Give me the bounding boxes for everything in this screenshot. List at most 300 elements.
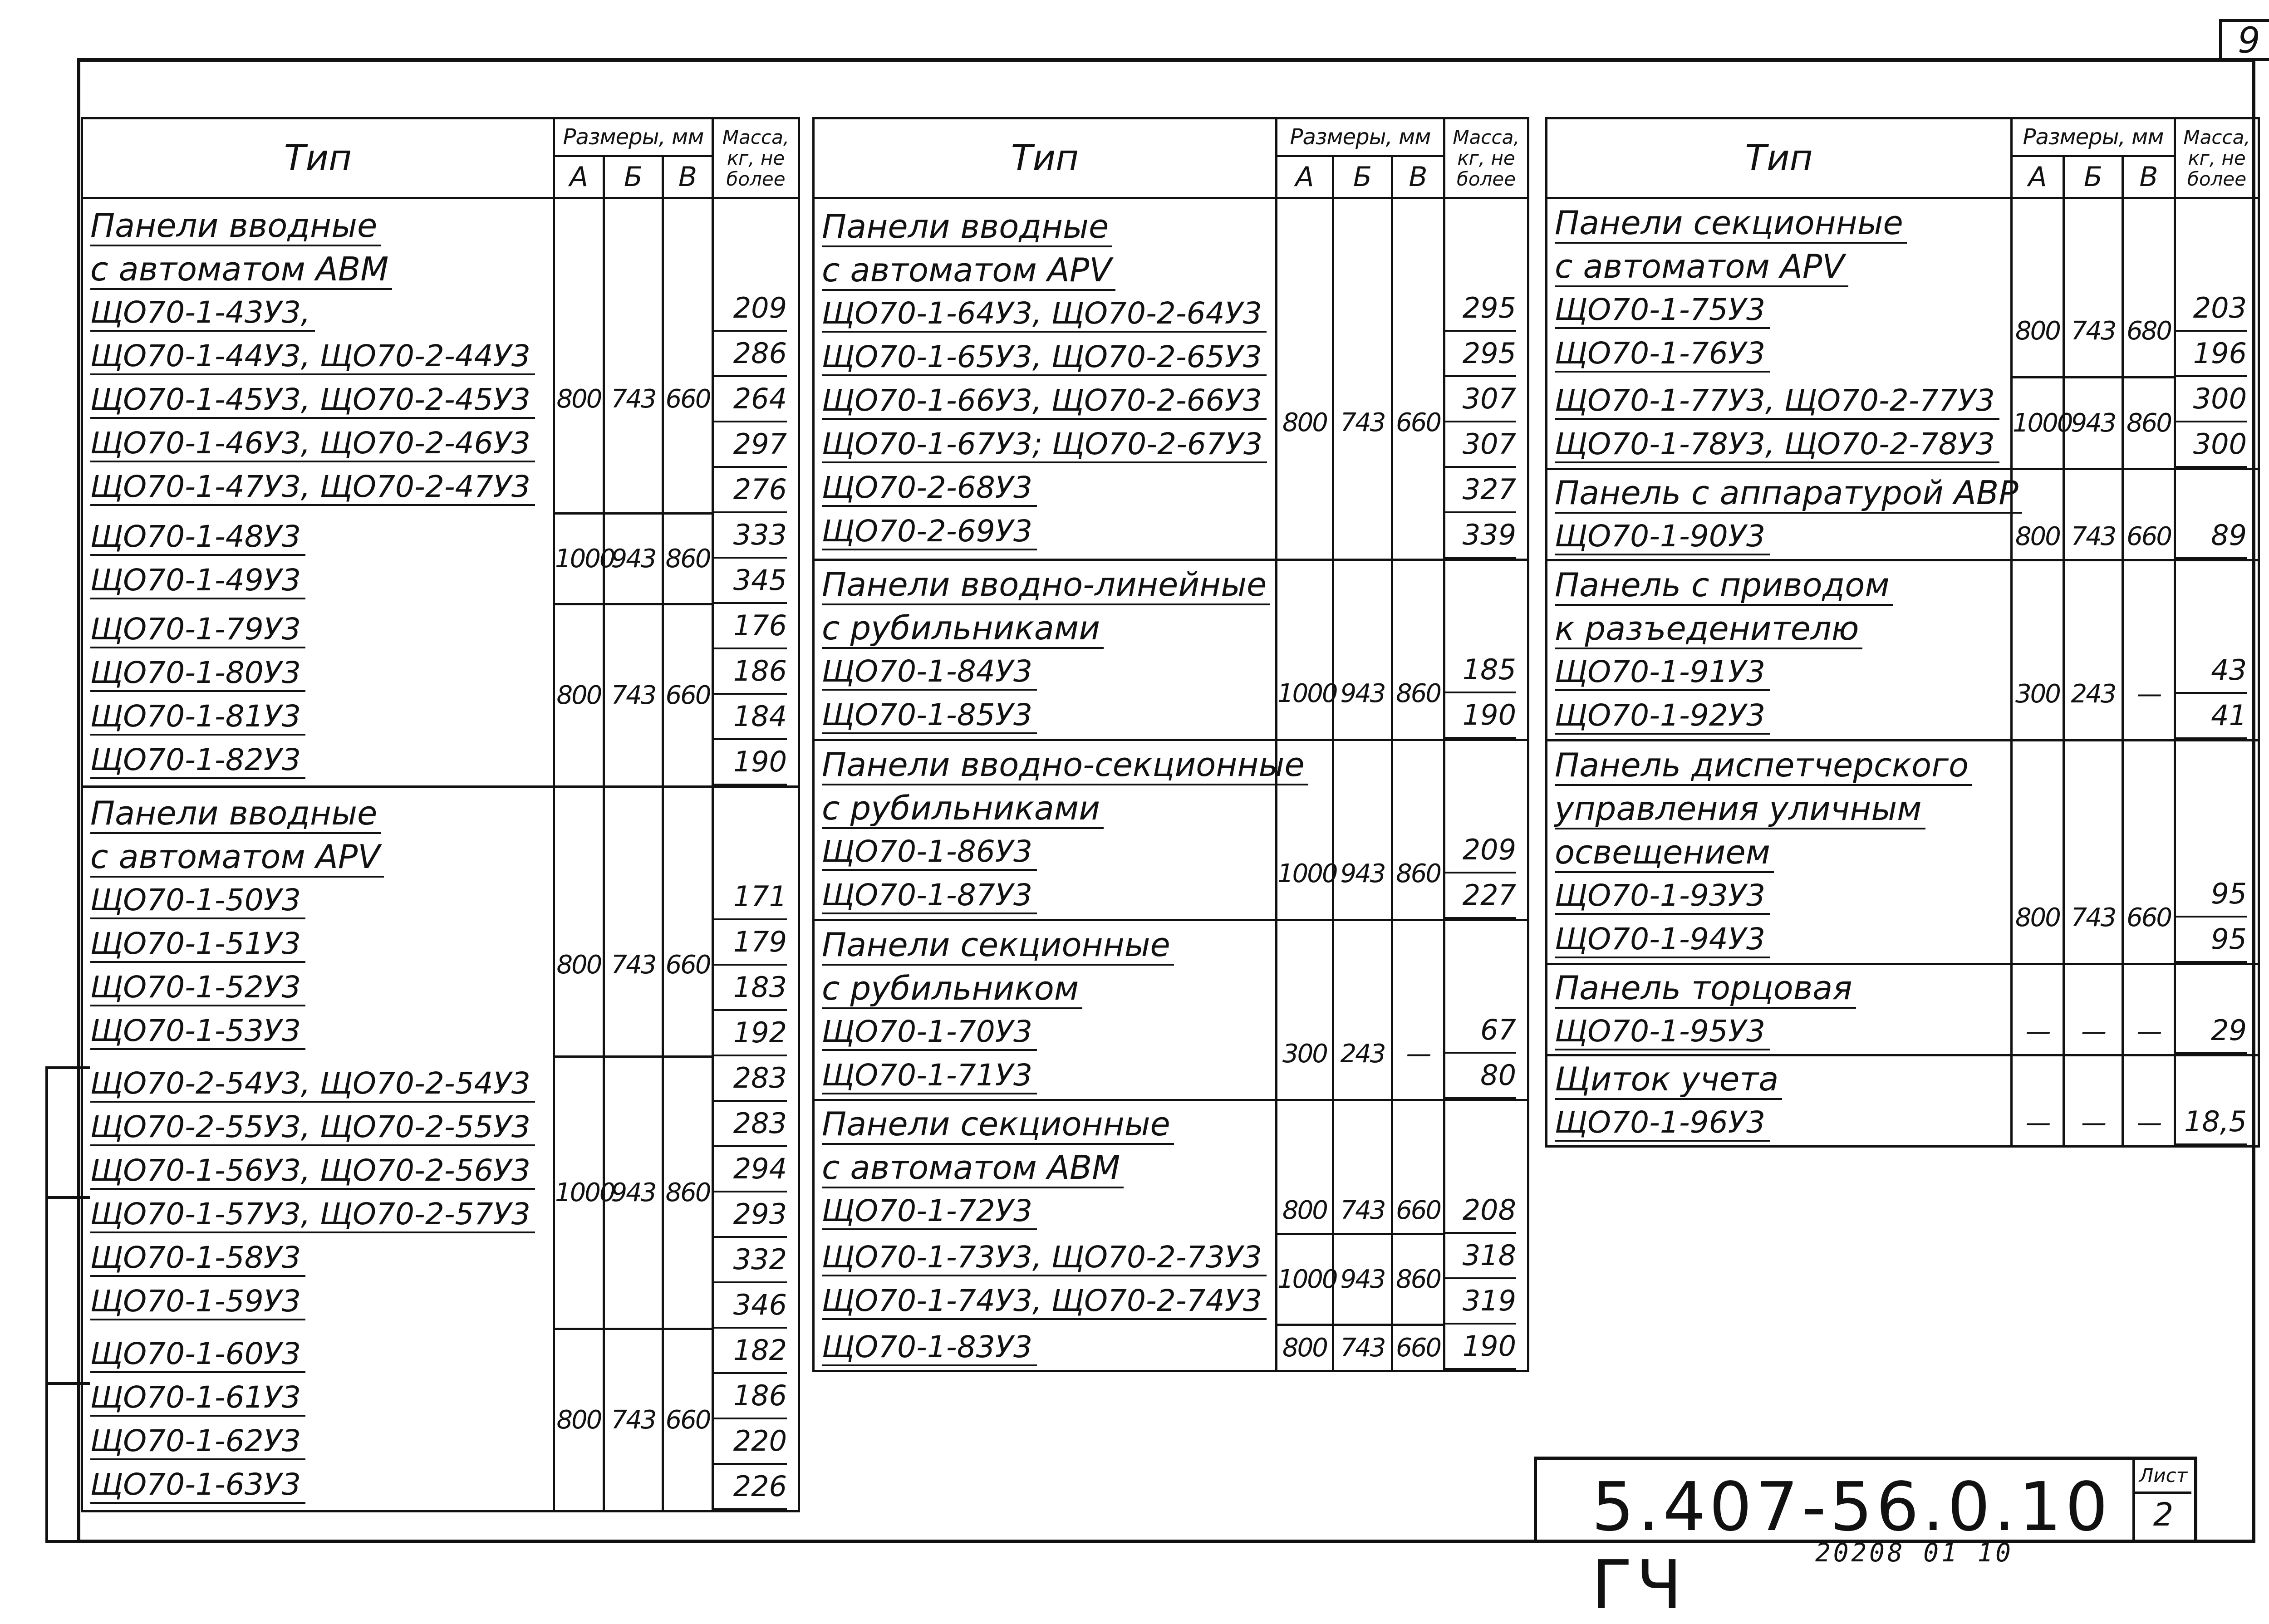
type-line [822, 1236, 1275, 1279]
mass-value: 196 [2176, 332, 2247, 377]
group-title-text: Панели вводные [90, 206, 381, 246]
type-code: ЩО70-1-70У3 [822, 1014, 1037, 1051]
type-code: ЩО70-1-48У3 [90, 519, 305, 556]
type-code: ЩО70-1-74У3, ЩО70-2-74У3 [822, 1283, 1267, 1320]
type-cell [814, 1100, 1277, 1234]
group-title-line [822, 606, 1275, 650]
mass-spacer [714, 788, 787, 831]
type-code: ЩО70-1-96У3 [1555, 1105, 1770, 1142]
dim-b: 943 [604, 513, 663, 604]
sheet-number: 2 [2153, 1496, 2174, 1533]
type-line [1555, 332, 2010, 375]
group-title-line [822, 205, 1275, 248]
table-row-group [82, 1056, 799, 1329]
type-code: ЩО70-1-44У3, ЩО70-2-44У3 [90, 339, 535, 375]
dim-a: 800 [1277, 1325, 1333, 1371]
table-row-group [814, 198, 1528, 560]
dim-a: 1000 [1277, 1234, 1333, 1325]
dim-a: 800 [2012, 741, 2064, 964]
group-title-text: с автоматом АВМ [822, 1148, 1124, 1188]
group-title-text: Панель диспетчерского [1555, 746, 1972, 786]
mass-value: 185 [1445, 648, 1516, 693]
dim-v: 660 [1392, 198, 1444, 560]
mass-value: 220 [714, 1419, 787, 1465]
table-row-group [82, 787, 799, 1057]
mass-spacer [2176, 199, 2247, 243]
header-mass: Масса, кг, не более [713, 118, 799, 198]
type-cell [1547, 964, 2012, 1055]
mass-value: 319 [1445, 1279, 1516, 1325]
type-code: ЩО70-1-67У3; ЩО70-2-67У3 [822, 427, 1267, 463]
mass-cell [1444, 198, 1528, 560]
type-code: ЩО70-1-72У3 [822, 1193, 1037, 1230]
type-line [90, 695, 553, 738]
mass-value: 209 [1445, 828, 1516, 873]
type-code: ЩО70-2-69У3 [822, 514, 1037, 550]
mass-value: 286 [714, 332, 787, 377]
type-line [822, 830, 1275, 873]
type-line [822, 379, 1275, 422]
group-title-line [1555, 743, 2010, 787]
dim-b: 943 [1333, 1234, 1392, 1325]
type-line [90, 1149, 553, 1192]
group-title-line [1555, 245, 2010, 288]
mass-value: 346 [714, 1283, 787, 1329]
header-type: Тип [1547, 118, 2012, 198]
group-title-line [1555, 787, 2010, 830]
mass-value: 186 [714, 649, 787, 695]
mass-cell [1444, 1325, 1528, 1371]
type-cell [814, 1234, 1277, 1325]
type-code: ЩО70-1-93У3 [1555, 878, 1770, 915]
sheet-box [2132, 1460, 2194, 1540]
mass-spacer [2176, 243, 2247, 286]
group-title-line [822, 1102, 1275, 1146]
spec-table [81, 117, 800, 1512]
mass-cell [713, 513, 799, 604]
dim-a: 1000 [554, 1056, 604, 1329]
mass-cell [2175, 469, 2259, 560]
mass-spacer [714, 199, 787, 243]
type-code: ЩО70-1-60У3 [90, 1336, 305, 1373]
type-line [90, 334, 553, 378]
group-title-text: Панели секционные [822, 1105, 1174, 1145]
mass-value: 190 [1445, 1325, 1516, 1370]
mass-value: 307 [1445, 377, 1516, 422]
header-dimensions: Размеры, мм [1277, 118, 1444, 156]
type-code: ЩО70-1-66У3, ЩО70-2-66У3 [822, 383, 1267, 420]
type-cell [814, 560, 1277, 740]
mass-value: 293 [714, 1192, 787, 1238]
mass-spacer [1445, 921, 1516, 965]
type-line [1555, 515, 2010, 558]
mass-value: 318 [1445, 1234, 1516, 1279]
table-row-group [1547, 741, 2259, 964]
group-title-line [822, 248, 1275, 292]
mass-cell [1444, 560, 1528, 740]
type-code: ЩО70-1-83У3 [822, 1330, 1037, 1366]
mass-value: 171 [714, 875, 787, 920]
group-title-text: с рубильником [822, 969, 1082, 1009]
mass-value: 183 [714, 966, 787, 1011]
type-line [90, 608, 553, 651]
type-code: ЩО70-1-45У3, ЩО70-2-45У3 [90, 382, 535, 419]
dim-b: 743 [2064, 198, 2123, 378]
dim-b: 743 [604, 198, 663, 514]
type-code: ЩО70-2-55У3, ЩО70-2-55У3 [90, 1109, 535, 1146]
table-row-group [814, 740, 1528, 920]
type-code: ЩО70-1-61У3 [90, 1380, 305, 1417]
type-code: ЩО70-1-58У3 [90, 1240, 305, 1277]
type-cell [82, 604, 554, 787]
group-title-text: Панели секционные [1555, 204, 1907, 244]
type-line [822, 1325, 1275, 1369]
type-line [90, 878, 553, 922]
mass-spacer [1445, 243, 1516, 286]
dim-a: 1000 [1277, 740, 1333, 920]
type-cell [814, 1325, 1277, 1371]
type-cell [1547, 198, 2012, 378]
dim-v: 860 [1392, 560, 1444, 740]
group-title-text: с рубильниками [822, 789, 1104, 829]
type-line [1555, 422, 2010, 466]
table-1 [81, 117, 800, 1512]
type-line [822, 510, 1275, 553]
group-title-text: с автоматом АВМ [90, 250, 392, 290]
type-code: ЩО70-1-59У3 [90, 1284, 305, 1320]
type-code: ЩО70-1-51У3 [90, 926, 305, 963]
type-code: ЩО70-1-46У3, ЩО70-2-46У3 [90, 426, 535, 462]
table-row-group [814, 560, 1528, 740]
group-title-line [90, 204, 553, 247]
mass-value: 297 [714, 422, 787, 468]
dim-v: 860 [663, 513, 713, 604]
type-code: ЩО70-1-86У3 [822, 834, 1037, 871]
type-code: ЩО70-1-53У3 [90, 1013, 305, 1050]
type-line [90, 922, 553, 966]
mass-spacer [1445, 1145, 1516, 1188]
page-number: 9 [2219, 19, 2269, 61]
table-row-group [82, 513, 799, 604]
mass-spacer [2176, 1056, 2247, 1100]
mass-cell [713, 198, 799, 514]
type-cell [1547, 469, 2019, 560]
group-title-text: Щиток учета [1555, 1060, 1782, 1100]
type-code: ЩО70-1-77У3, ЩО70-2-77У3 [1555, 383, 1999, 420]
dim-a: 1000 [554, 513, 604, 604]
dim-v: — [2123, 560, 2175, 741]
type-line [90, 378, 553, 422]
mass-cell [713, 604, 799, 787]
type-line [822, 335, 1275, 379]
mass-spacer [1445, 965, 1516, 1008]
type-line [822, 693, 1275, 737]
type-line [822, 1279, 1275, 1323]
mass-spacer [2176, 965, 2247, 1009]
group-title-line [1555, 563, 2010, 607]
mass-value: 295 [1445, 332, 1516, 377]
type-line [90, 291, 553, 334]
dim-b: 943 [2064, 377, 2123, 469]
type-cell [814, 740, 1305, 920]
type-code: ЩО70-1-75У3 [1555, 292, 1770, 329]
type-cell [814, 920, 1277, 1100]
mass-value: 294 [714, 1147, 787, 1192]
dim-a: 1000 [1277, 560, 1333, 740]
mass-cell [1444, 920, 1528, 1100]
dim-v: 660 [663, 1329, 713, 1511]
mass-value: 192 [714, 1011, 787, 1056]
mass-spacer [2176, 785, 2247, 829]
mass-value: 41 [2176, 694, 2247, 739]
dim-a: 1000 [2012, 377, 2064, 469]
group-title-line [822, 1146, 1275, 1189]
group-title-text: к разъеденителю [1555, 609, 1862, 649]
dim-v: — [2123, 964, 2175, 1055]
dim-a: — [2012, 964, 2064, 1055]
type-line [1555, 288, 2010, 332]
dim-b: 743 [604, 604, 663, 787]
group-title-text: освещением [1555, 833, 1774, 873]
header-dimensions: Размеры, мм [554, 118, 713, 156]
type-line [822, 650, 1275, 693]
mass-cell [713, 1056, 799, 1329]
type-line [90, 422, 553, 465]
type-line [1555, 1010, 2010, 1053]
type-code: ЩО70-1-87У3 [822, 878, 1037, 914]
group-title-text: с автоматом АРV [1555, 247, 1848, 287]
mass-value: 80 [1445, 1054, 1516, 1099]
type-code: ЩО70-1-95У3 [1555, 1014, 1770, 1050]
group-title-line [822, 967, 1275, 1010]
type-code: ЩО70-1-52У3 [90, 970, 305, 1006]
mass-value: 226 [714, 1465, 787, 1510]
dim-b: 743 [604, 787, 663, 1057]
dim-v: 660 [2123, 741, 2175, 964]
type-line [90, 1376, 553, 1419]
dim-a: — [2012, 1055, 2064, 1147]
header-dim-b: Б [1333, 156, 1392, 198]
type-code: ЩО70-1-94У3 [1555, 922, 1770, 958]
mass-cell [2175, 377, 2259, 469]
group-title-line [1555, 607, 2010, 650]
type-line [822, 292, 1275, 335]
mass-spacer [714, 831, 787, 875]
table-row-group [1547, 377, 2259, 469]
spec-table [1545, 117, 2260, 1148]
type-line [1555, 917, 2010, 961]
header-dim-b: Б [2064, 156, 2123, 198]
dim-a: 800 [1277, 198, 1333, 560]
dim-v: 680 [2123, 198, 2175, 378]
dim-a: 800 [554, 1329, 604, 1511]
type-line [90, 1009, 553, 1053]
table-row-group [814, 1234, 1528, 1325]
mass-cell [713, 1329, 799, 1511]
mass-value: 327 [1445, 468, 1516, 513]
type-line [822, 466, 1275, 510]
mass-value: 209 [714, 286, 787, 332]
group-title-line [822, 743, 1305, 786]
type-cell [82, 513, 554, 604]
type-code: ЩО70-1-50У3 [90, 883, 305, 919]
mass-value: 95 [2176, 872, 2247, 917]
type-code: ЩО70-1-91У3 [1555, 654, 1770, 691]
type-code: ЩО70-1-76У3 [1555, 336, 1770, 373]
table-row-group [1547, 964, 2259, 1055]
type-code: ЩО70-1-84У3 [822, 654, 1037, 691]
type-line [90, 1419, 553, 1463]
mass-value: 95 [2176, 917, 2247, 963]
dim-v: 660 [1392, 1100, 1444, 1234]
type-code: ЩО70-1-63У3 [90, 1467, 305, 1504]
type-code: ЩО70-2-68У3 [822, 470, 1037, 507]
mass-spacer [1445, 785, 1516, 828]
dim-v: 860 [1392, 1234, 1444, 1325]
type-cell [1547, 560, 2012, 741]
group-title-line [1555, 1057, 2010, 1101]
table-row-group [82, 604, 799, 787]
table-row-group [814, 1325, 1528, 1371]
mass-value: 203 [2176, 286, 2247, 332]
dim-a: 800 [2012, 469, 2064, 560]
mass-spacer [2176, 470, 2247, 514]
header-dim-a: А [2012, 156, 2064, 198]
group-title-text: управления уличным [1555, 790, 1925, 829]
type-cell [82, 1329, 554, 1511]
table-row-group [814, 920, 1528, 1100]
type-code: ЩО70-1-79У3 [90, 612, 305, 648]
type-line [90, 966, 553, 1009]
type-code: ЩО70-1-64У3, ЩО70-2-64У3 [822, 296, 1267, 333]
mass-value: 333 [714, 513, 787, 559]
group-title-line [1555, 830, 2010, 874]
dim-a: 300 [1277, 920, 1333, 1100]
mass-value: 182 [714, 1329, 787, 1374]
group-title-line [90, 247, 553, 291]
type-code: ЩО70-1-78У3, ЩО70-2-78У3 [1555, 427, 1999, 463]
dim-a: 800 [554, 787, 604, 1057]
mass-value: 190 [1445, 693, 1516, 739]
mass-spacer [1445, 199, 1516, 243]
type-cell [1547, 741, 2012, 964]
table-row-group [814, 1100, 1528, 1234]
group-title-line [90, 791, 553, 835]
mass-value: 295 [1445, 286, 1516, 332]
group-title-line [822, 923, 1275, 967]
mass-value: 345 [714, 559, 787, 604]
table-row-group [82, 198, 799, 514]
mass-value: 339 [1445, 513, 1516, 559]
header-dim-b: Б [604, 156, 663, 198]
dim-a: 300 [2012, 560, 2064, 741]
mass-cell [713, 787, 799, 1057]
dim-b: — [2064, 964, 2123, 1055]
mass-value: 184 [714, 695, 787, 740]
dim-b: 243 [1333, 920, 1392, 1100]
sheet-label: Лист [2135, 1460, 2191, 1494]
mass-value: 18,5 [2176, 1100, 2247, 1145]
type-code: ЩО70-1-71У3 [822, 1058, 1037, 1094]
mass-cell [2175, 964, 2259, 1055]
dim-b: 743 [1333, 198, 1392, 560]
type-line [90, 515, 553, 559]
mass-spacer [714, 243, 787, 286]
mass-value: 190 [714, 740, 787, 785]
group-title-line [90, 835, 553, 878]
mass-value: 186 [714, 1374, 787, 1419]
group-title-text: Панели вводные [90, 794, 381, 834]
type-code: ЩО70-1-80У3 [90, 655, 305, 692]
type-code: ЩО70-1-65У3, ЩО70-2-65У3 [822, 339, 1267, 376]
header-dim-a: А [1277, 156, 1333, 198]
mass-spacer [2176, 829, 2247, 872]
group-title-text: с автоматом АРV [822, 251, 1115, 291]
mass-value: 179 [714, 920, 787, 966]
group-title-text: Панель торцовая [1555, 969, 1856, 1009]
type-cell [814, 198, 1277, 560]
type-line [90, 465, 553, 509]
mass-value: 283 [714, 1102, 787, 1147]
mass-value: 300 [2176, 377, 2247, 422]
type-line [90, 559, 553, 602]
type-cell [82, 1056, 554, 1329]
mass-value: 176 [714, 604, 787, 649]
type-line [1555, 650, 2010, 694]
group-title-text: с рубильниками [822, 609, 1104, 649]
mass-spacer [1445, 1101, 1516, 1145]
spec-table [812, 117, 1529, 1372]
group-title-text: Панель с приводом [1555, 566, 1893, 606]
mass-cell [2175, 560, 2259, 741]
type-code: ЩО70-2-54У3, ЩО70-2-54У3 [90, 1066, 535, 1103]
mass-value: 283 [714, 1056, 787, 1102]
mass-cell [2175, 741, 2259, 964]
mass-value: 332 [714, 1238, 787, 1283]
type-line [90, 651, 553, 695]
mass-spacer [1445, 561, 1516, 604]
group-title-line [822, 563, 1275, 606]
dim-v: — [2123, 1055, 2175, 1147]
dim-b: 743 [1333, 1100, 1392, 1234]
type-line [90, 1105, 553, 1149]
header-dim-a: А [554, 156, 604, 198]
type-line [822, 1010, 1275, 1054]
dim-b: 743 [604, 1329, 663, 1511]
type-code: ЩО70-1-57У3, ЩО70-2-57У3 [90, 1197, 535, 1233]
group-title-line [1555, 966, 2010, 1010]
type-code: ЩО70-1-92У3 [1555, 698, 1770, 735]
type-line [1555, 1101, 2010, 1144]
type-line [90, 738, 553, 782]
type-code: ЩО70-1-62У3 [90, 1423, 305, 1460]
group-title-text: с автоматом АРV [90, 838, 384, 878]
mass-value: 89 [2176, 514, 2247, 559]
dim-v: 660 [663, 787, 713, 1057]
group-title-text: Панели вводно-секционные [822, 746, 1308, 785]
table-row-group [1547, 469, 2259, 560]
type-line [1555, 379, 2010, 422]
dim-a: 800 [554, 198, 604, 514]
mass-cell [1444, 1100, 1528, 1234]
dim-v: 660 [663, 604, 713, 787]
group-title-line [822, 786, 1275, 830]
type-line [90, 1192, 553, 1236]
dim-b: 243 [2064, 560, 2123, 741]
mass-cell [2175, 1055, 2259, 1147]
group-title-text: Панели секционные [822, 926, 1174, 966]
table-row-group [1547, 1055, 2259, 1147]
